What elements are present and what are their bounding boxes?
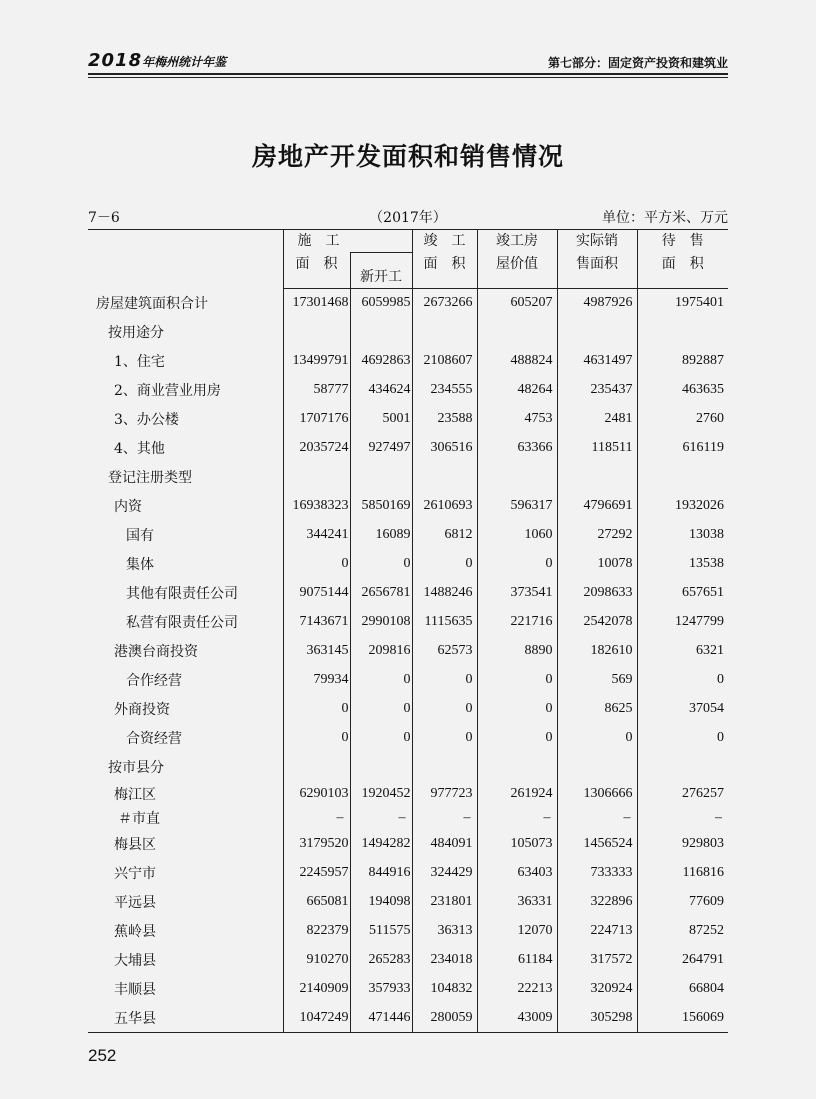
table-code: 7－6: [88, 210, 120, 226]
cell-value: [350, 753, 412, 782]
header-rule: [88, 73, 728, 75]
cell-value: 2990108: [350, 608, 412, 637]
cell-value: 322896: [557, 888, 637, 917]
cell-value: 156069: [637, 1004, 728, 1033]
cell-value: 8625: [557, 695, 637, 724]
cell-value: 234018: [412, 946, 477, 975]
cell-value: 194098: [350, 888, 412, 917]
row-label: 蕉岭县: [114, 924, 156, 940]
cell-value: –: [637, 806, 728, 830]
cell-value: 822379: [283, 917, 350, 946]
cell-value: [557, 318, 637, 347]
cell-value: 0: [412, 695, 477, 724]
cell-value: 434624: [350, 376, 412, 405]
cell-value: 9075144: [283, 579, 350, 608]
cell-value: 0: [477, 724, 557, 753]
cell-value: 910270: [283, 946, 350, 975]
cell-value: –: [412, 806, 477, 830]
cell-value: 58777: [283, 376, 350, 405]
table-row: [88, 289, 728, 318]
cell-value: 733333: [557, 859, 637, 888]
yearbook-name: 年梅州统计年鉴: [142, 55, 227, 69]
cell-value: [637, 463, 728, 492]
table-row: [88, 492, 728, 521]
col-header-sold-2: 售面积: [557, 253, 637, 289]
cell-value: 16089: [350, 521, 412, 550]
cell-value: 2108607: [412, 347, 477, 376]
cell-value: 0: [557, 724, 637, 753]
cell-value: 13499791: [283, 347, 350, 376]
table-row: [88, 753, 728, 782]
cell-value: 2610693: [412, 492, 477, 521]
cell-value: 0: [412, 724, 477, 753]
cell-value: 2542078: [557, 608, 637, 637]
cell-value: 2245957: [283, 859, 350, 888]
row-label: 梅江区: [114, 786, 156, 803]
row-label: 按市县分: [108, 760, 164, 776]
col-header-completed-2: 面 积: [412, 253, 477, 289]
row-label: 大埔县: [114, 953, 156, 969]
row-label: 登记注册类型: [108, 470, 192, 486]
cell-value: [477, 753, 557, 782]
cell-value: [412, 463, 477, 492]
row-label: 平远县: [114, 895, 156, 911]
table-row: [88, 806, 728, 830]
row-label: 兴宁市: [114, 866, 156, 882]
col-header-unsold: 待 售: [637, 230, 728, 253]
cell-value: 61184: [477, 946, 557, 975]
cell-value: [283, 318, 350, 347]
cell-value: 373541: [477, 579, 557, 608]
row-label: 港澳台商投资: [114, 644, 198, 660]
cell-value: 36313: [412, 917, 477, 946]
table-row: [88, 318, 728, 347]
row-label: 国有: [126, 528, 154, 544]
cell-value: 280059: [412, 1004, 477, 1033]
cell-value: [637, 753, 728, 782]
cell-value: [350, 318, 412, 347]
cell-value: 276257: [637, 782, 728, 806]
cell-value: 344241: [283, 521, 350, 550]
cell-value: 6321: [637, 637, 728, 666]
row-label: 集体: [126, 557, 154, 573]
cell-value: 0: [637, 724, 728, 753]
row-label: 3、办公楼: [114, 412, 179, 428]
cell-value: 2035724: [283, 434, 350, 463]
cell-value: 463635: [637, 376, 728, 405]
cell-value: 892887: [637, 347, 728, 376]
table-row: [88, 434, 728, 463]
page-title: 房地产开发面积和销售情况: [251, 142, 564, 171]
cell-value: 6290103: [283, 782, 350, 806]
col-header-construction-2: 面 积: [283, 253, 350, 289]
cell-value: 306516: [412, 434, 477, 463]
table-row: [88, 782, 728, 806]
cell-value: 2656781: [350, 579, 412, 608]
cell-value: 0: [350, 550, 412, 579]
cell-value: 844916: [350, 859, 412, 888]
row-label: 丰顺县: [114, 982, 156, 998]
cell-value: 8890: [477, 637, 557, 666]
cell-value: 363145: [283, 637, 350, 666]
cell-value: 1494282: [350, 830, 412, 859]
table-year: （2017年）: [369, 210, 447, 226]
row-label: 梅县区: [114, 837, 156, 853]
cell-value: 13538: [637, 550, 728, 579]
cell-value: 104832: [412, 975, 477, 1004]
cell-value: 0: [283, 724, 350, 753]
col-header-new-start: 新开工: [350, 253, 412, 289]
row-label: 4、其他: [114, 441, 165, 457]
cell-value: [412, 753, 477, 782]
row-label: ＃市直: [118, 810, 160, 827]
cell-value: [477, 463, 557, 492]
row-label: 按用途分: [108, 325, 164, 341]
cell-value: 4692863: [350, 347, 412, 376]
cell-value: 1920452: [350, 782, 412, 806]
cell-value: 0: [350, 695, 412, 724]
cell-value: 7143671: [283, 608, 350, 637]
row-label: 私营有限责任公司: [126, 615, 238, 631]
cell-value: 1932026: [637, 492, 728, 521]
cell-value: 2673266: [412, 289, 477, 318]
cell-value: 5001: [350, 405, 412, 434]
cell-value: 0: [350, 724, 412, 753]
cell-value: 2098633: [557, 579, 637, 608]
cell-value: 63366: [477, 434, 557, 463]
cell-value: 605207: [477, 289, 557, 318]
col-header-unsold-2: 面 积: [637, 253, 728, 289]
cell-value: 182610: [557, 637, 637, 666]
cell-value: 37054: [637, 695, 728, 724]
cell-value: 1247799: [637, 608, 728, 637]
cell-value: 665081: [283, 888, 350, 917]
cell-value: 1456524: [557, 830, 637, 859]
table-row: [88, 463, 728, 492]
page-number: 252: [88, 1046, 117, 1065]
cell-value: 320924: [557, 975, 637, 1004]
cell-value: 0: [477, 695, 557, 724]
cell-value: 235437: [557, 376, 637, 405]
cell-value: 2760: [637, 405, 728, 434]
cell-value: 4631497: [557, 347, 637, 376]
cell-value: 1115635: [412, 608, 477, 637]
row-label: 五华县: [88, 1004, 283, 1033]
table-row: [88, 405, 728, 434]
row-label: 其他有限责任公司: [126, 586, 238, 602]
cell-value: [557, 463, 637, 492]
cell-value: 484091: [412, 830, 477, 859]
cell-value: 22213: [477, 975, 557, 1004]
table-body: [88, 289, 728, 1033]
cell-value: 265283: [350, 946, 412, 975]
cell-value: 77609: [637, 888, 728, 917]
cell-value: 36331: [477, 888, 557, 917]
cell-value: 43009: [477, 1004, 557, 1033]
cell-value: 4796691: [557, 492, 637, 521]
row-label: 房屋建筑面积合计: [96, 296, 208, 312]
cell-value: 221716: [477, 608, 557, 637]
cell-value: 0: [412, 550, 477, 579]
row-label: 1、住宅: [114, 354, 165, 370]
table-header: [88, 230, 728, 289]
cell-value: 0: [637, 666, 728, 695]
cell-value: 5850169: [350, 492, 412, 521]
cell-value: 977723: [412, 782, 477, 806]
cell-value: [283, 463, 350, 492]
cell-value: 0: [350, 666, 412, 695]
cell-value: 4987926: [557, 289, 637, 318]
row-label: 外商投资: [114, 702, 170, 718]
cell-value: 87252: [637, 917, 728, 946]
cell-value: 0: [477, 550, 557, 579]
cell-value: 929803: [637, 830, 728, 859]
row-label: 合资经营: [126, 731, 182, 747]
cell-value: 118511: [557, 434, 637, 463]
page-header: [88, 48, 728, 74]
yearbook-year: 2018: [88, 50, 143, 71]
cell-value: 488824: [477, 347, 557, 376]
table-row: [88, 608, 728, 637]
cell-value: 3179520: [283, 830, 350, 859]
cell-value: 23588: [412, 405, 477, 434]
cell-value: [350, 463, 412, 492]
cell-value: 4753: [477, 405, 557, 434]
header-blank: [88, 230, 283, 289]
cell-value: 927497: [350, 434, 412, 463]
cell-value: 17301468: [283, 289, 350, 318]
table-row: [88, 975, 728, 1004]
cell-value: 66804: [637, 975, 728, 1004]
cell-value: 1975401: [637, 289, 728, 318]
row-label: 内资: [114, 499, 142, 515]
table-row: [88, 550, 728, 579]
cell-value: [637, 318, 728, 347]
col-header-value-2: 屋价值: [477, 253, 557, 289]
row-label: 2、商业营业用房: [114, 383, 221, 399]
cell-value: 305298: [557, 1004, 637, 1033]
cell-value: 1707176: [283, 405, 350, 434]
cell-value: 234555: [412, 376, 477, 405]
cell-value: 471446: [350, 1004, 412, 1033]
cell-value: 1060: [477, 521, 557, 550]
cell-value: 105073: [477, 830, 557, 859]
table-row: [88, 579, 728, 608]
cell-value: 6812: [412, 521, 477, 550]
cell-value: 657651: [637, 579, 728, 608]
cell-value: [477, 318, 557, 347]
table-row: [88, 1004, 728, 1033]
cell-value: 1047249: [283, 1004, 350, 1033]
cell-value: [557, 753, 637, 782]
cell-value: 231801: [412, 888, 477, 917]
data-table: [88, 229, 728, 1033]
cell-value: 209816: [350, 637, 412, 666]
cell-value: 12070: [477, 917, 557, 946]
cell-value: 2140909: [283, 975, 350, 1004]
table-row: [88, 521, 728, 550]
cell-value: 2481: [557, 405, 637, 434]
cell-value: 79934: [283, 666, 350, 695]
cell-value: –: [350, 806, 412, 830]
cell-value: 1306666: [557, 782, 637, 806]
col-header-value: 竣工房: [477, 230, 557, 253]
cell-value: 0: [283, 695, 350, 724]
table-row: [88, 666, 728, 695]
cell-value: 224713: [557, 917, 637, 946]
table-row: [88, 724, 728, 753]
cell-value: 616119: [637, 434, 728, 463]
table-row: [88, 888, 728, 917]
yearbook-title: [88, 50, 226, 71]
cell-value: 62573: [412, 637, 477, 666]
col-header-completed: 竣 工: [412, 230, 477, 253]
cell-value: 569: [557, 666, 637, 695]
cell-value: 511575: [350, 917, 412, 946]
cell-value: –: [477, 806, 557, 830]
col-header-sold: 实际销: [557, 230, 637, 253]
cell-value: 63403: [477, 859, 557, 888]
table-row: [88, 376, 728, 405]
header-rule-thin: [88, 77, 728, 78]
cell-value: 317572: [557, 946, 637, 975]
cell-value: 0: [283, 550, 350, 579]
row-label: 合作经营: [126, 673, 182, 689]
table-meta: [88, 207, 728, 227]
table-row: [88, 859, 728, 888]
cell-value: 13038: [637, 521, 728, 550]
cell-value: 6059985: [350, 289, 412, 318]
cell-value: 596317: [477, 492, 557, 521]
cell-value: –: [557, 806, 637, 830]
cell-value: [412, 318, 477, 347]
table-row: [88, 830, 728, 859]
table-unit: 单位：平方米、万元: [602, 210, 728, 226]
table-row: [88, 637, 728, 666]
cell-value: 16938323: [283, 492, 350, 521]
table-row: [88, 347, 728, 376]
col-header-construction: 施 工: [283, 230, 412, 253]
cell-value: 0: [477, 666, 557, 695]
cell-value: 27292: [557, 521, 637, 550]
cell-value: –: [283, 806, 350, 830]
table-row: [88, 946, 728, 975]
cell-value: 357933: [350, 975, 412, 1004]
table-row: [88, 695, 728, 724]
cell-value: 116816: [637, 859, 728, 888]
section-title: 第七部分：固定资产投资和建筑业: [547, 56, 728, 70]
cell-value: 10078: [557, 550, 637, 579]
cell-value: 261924: [477, 782, 557, 806]
cell-value: 0: [412, 666, 477, 695]
cell-value: 1488246: [412, 579, 477, 608]
cell-value: 264791: [637, 946, 728, 975]
cell-value: 48264: [477, 376, 557, 405]
cell-value: [283, 753, 350, 782]
table-row: [88, 917, 728, 946]
cell-value: 324429: [412, 859, 477, 888]
